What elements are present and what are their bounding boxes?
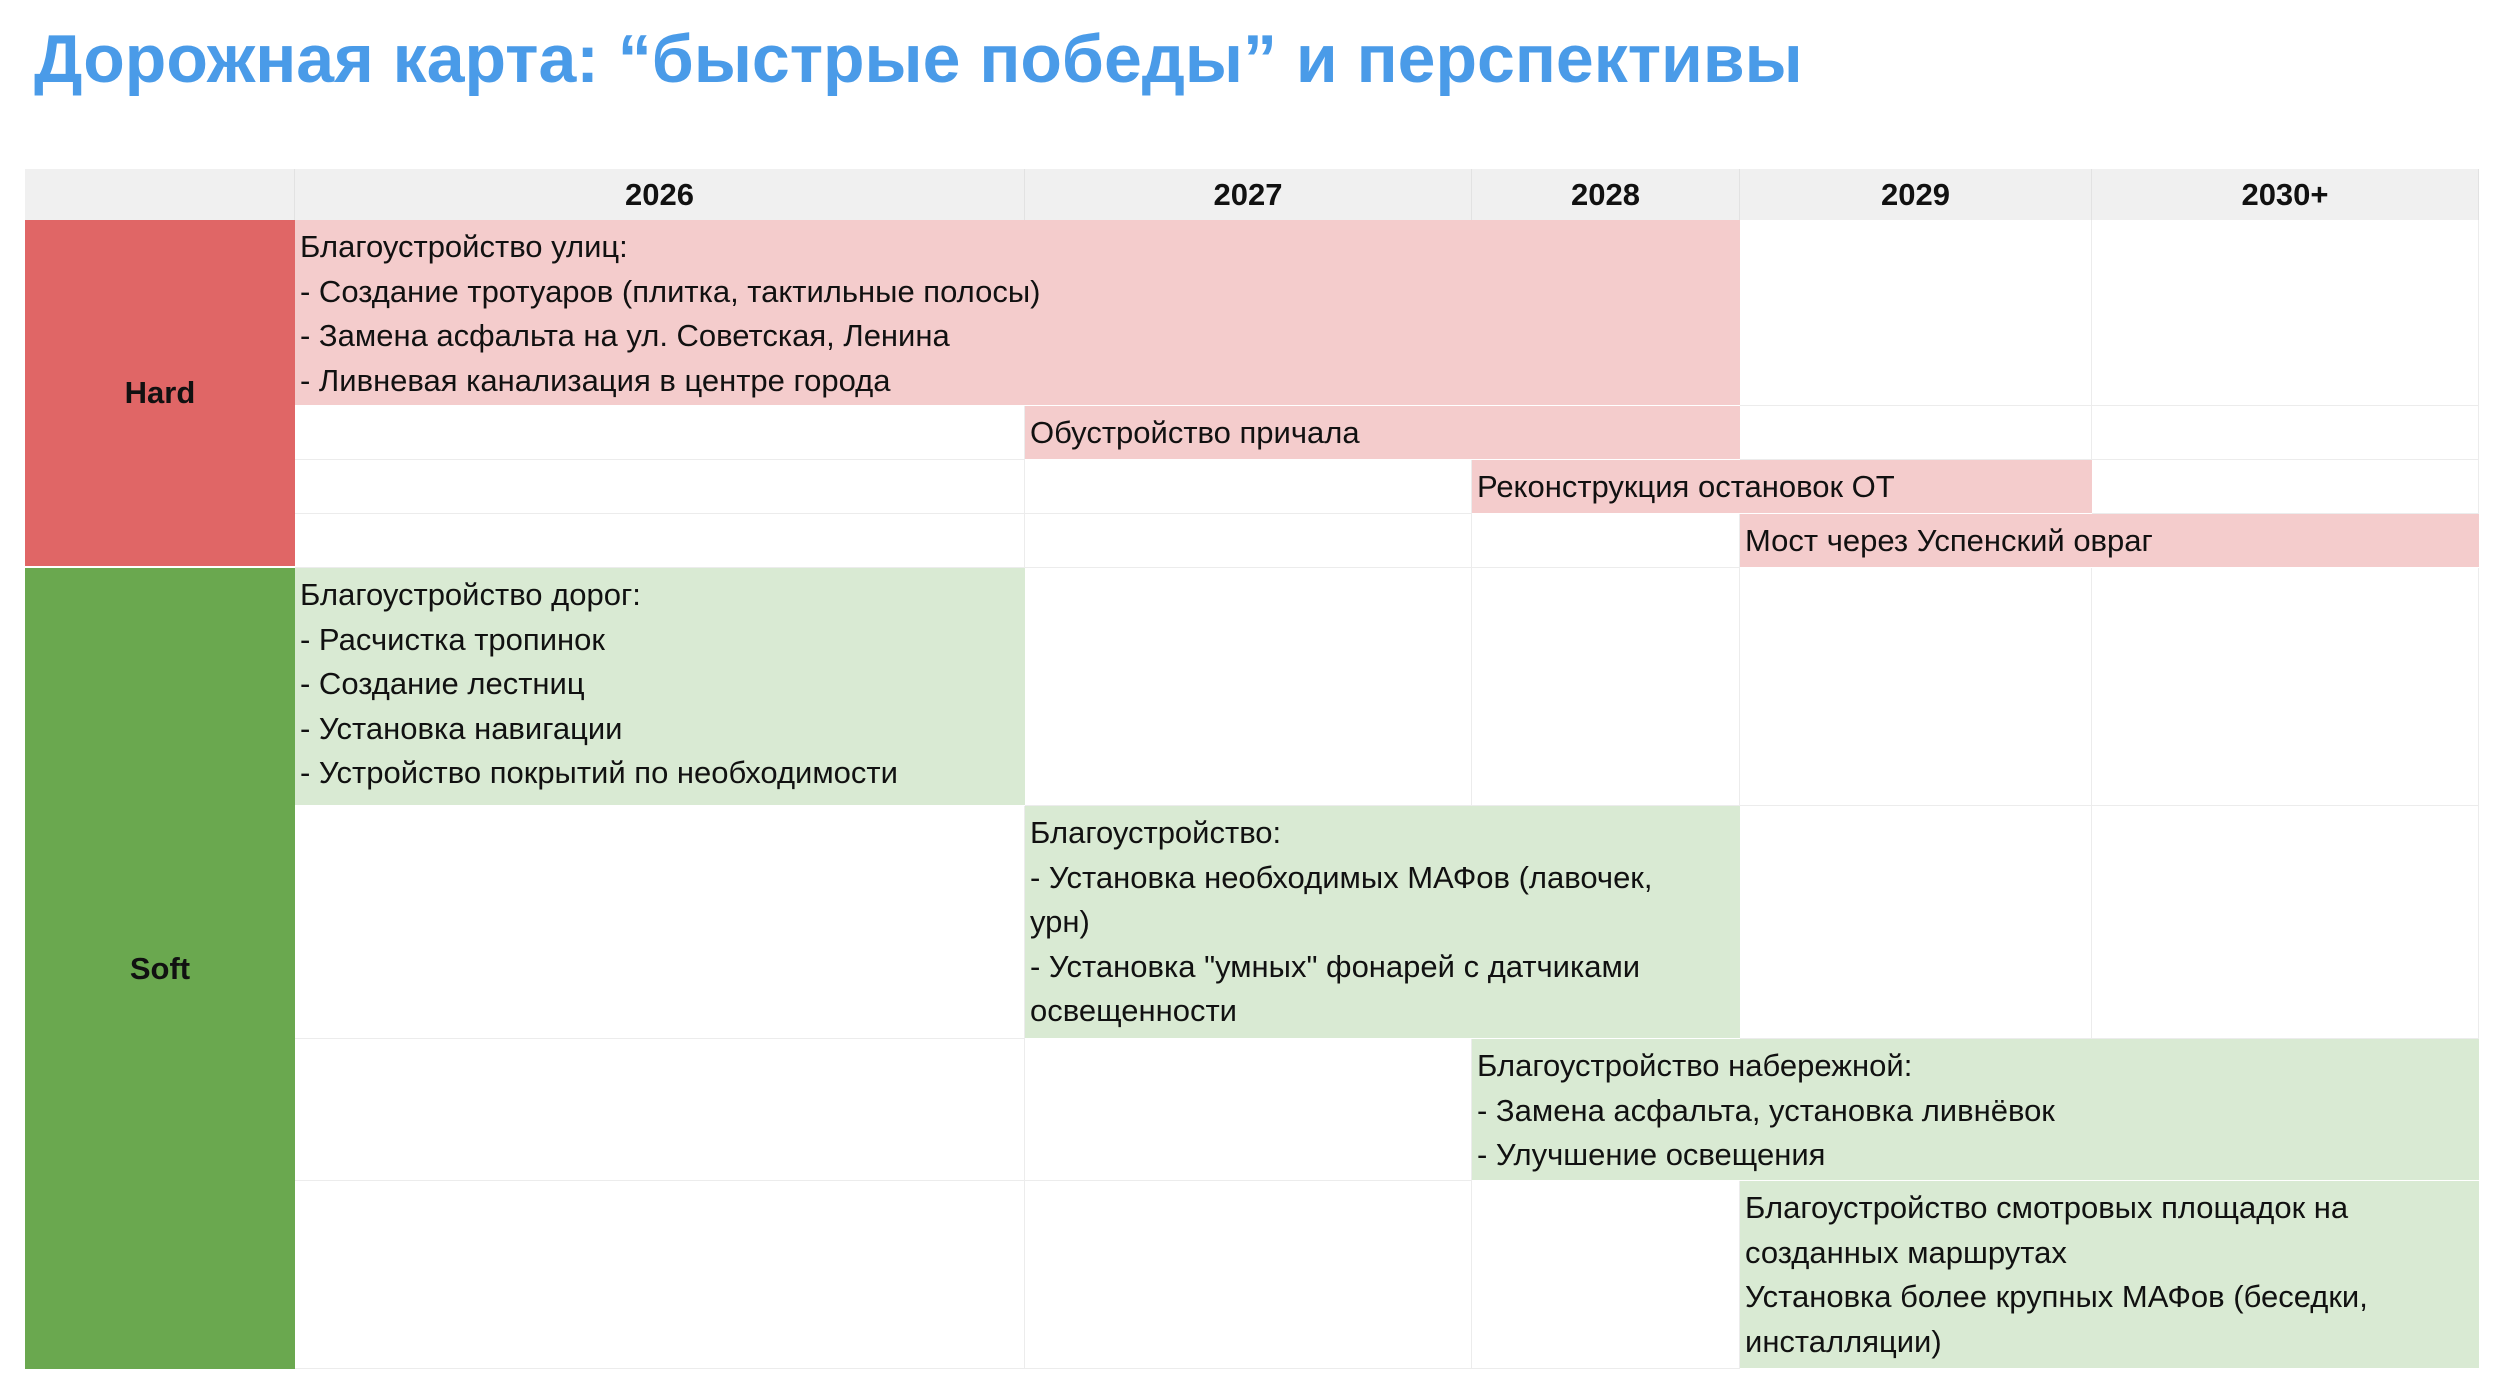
column-header-2026: 2026 — [295, 169, 1025, 220]
column-header-2030-plus: 2030+ — [2092, 169, 2479, 220]
task-line: Мост через Успенский овраг — [1745, 523, 2153, 558]
empty-cell — [1025, 1039, 1472, 1181]
task-line: - Создание лестниц — [300, 666, 585, 701]
roadmap-table — [25, 169, 2479, 1371]
task-line: Благоустройство набережной: — [1477, 1048, 1913, 1083]
page-title: Дорожная карта: “быстрые победы” и перспективы — [34, 21, 1803, 97]
empty-cell — [2092, 220, 2479, 406]
empty-cell — [1025, 514, 1472, 568]
task-line: - Улучшение освещения — [1477, 1137, 1826, 1172]
task-viewpoints — [1740, 1181, 2479, 1369]
empty-cell — [295, 1181, 1025, 1369]
category-soft: Soft — [25, 568, 295, 1369]
task-line: Установка более крупных МАФов (беседки, инсталляции) — [1745, 1279, 2368, 1359]
column-header-2027: 2027 — [1025, 169, 1472, 220]
task-street-improvement — [295, 220, 1740, 406]
empty-cell — [2092, 460, 2479, 514]
task-line: - Замена асфальта, установка ливнёвок — [1477, 1092, 2055, 1128]
task-line: - Установка навигации — [300, 710, 623, 746]
header-corner — [25, 169, 295, 220]
task-line: - Замена асфальта на ул. Советская, Ленина — [300, 318, 950, 353]
task-line: - Установка "умных" фонарей с датчиками освещенности — [1030, 948, 1641, 1028]
task-line: - Устройство покрытий по необходимости — [300, 755, 898, 790]
task-line: - Ливневая канализация в центре города — [300, 362, 891, 398]
empty-cell — [1025, 460, 1472, 514]
task-line: Благоустройство улиц: — [300, 229, 628, 264]
task-improvement — [1025, 806, 1740, 1039]
task-bridge — [1740, 514, 2479, 568]
empty-cell — [295, 460, 1025, 514]
task-line: - Установка необходимых МАФов (лавочек, урн) — [1030, 859, 1653, 939]
task-line: - Создание тротуаров (плитка, тактильные полосы) — [300, 273, 1041, 309]
empty-cell — [1740, 568, 2092, 806]
empty-cell — [1472, 514, 1740, 568]
task-bus-stops — [1472, 460, 2092, 514]
task-line: Благоустройство дорог: — [300, 577, 641, 612]
task-line: Обустройство причала — [1030, 415, 1360, 450]
task-road-improvement — [295, 568, 1025, 806]
empty-cell — [295, 514, 1025, 568]
task-embankment — [1472, 1039, 2479, 1181]
empty-cell — [1472, 568, 1740, 806]
empty-cell — [295, 1039, 1025, 1181]
empty-cell — [2092, 406, 2479, 460]
task-line: Благоустройство: — [1030, 815, 1282, 850]
column-header-2029: 2029 — [1740, 169, 2092, 220]
empty-cell — [1740, 406, 2092, 460]
column-header-2028: 2028 — [1472, 169, 1740, 220]
empty-cell — [1025, 1181, 1472, 1369]
category-hard: Hard — [25, 220, 295, 568]
empty-cell — [1472, 1181, 1740, 1369]
task-line: Благоустройство смотровых площадок на созданных маршрутах — [1745, 1190, 2349, 1270]
empty-cell — [2092, 568, 2479, 806]
empty-cell — [295, 806, 1025, 1039]
empty-cell — [1025, 568, 1472, 806]
task-line: Реконструкция остановок ОТ — [1477, 469, 1895, 504]
task-pier — [1025, 406, 1740, 460]
empty-cell — [1740, 806, 2092, 1039]
empty-cell — [1740, 220, 2092, 406]
task-line: - Расчистка тропинок — [300, 621, 605, 657]
empty-cell — [2092, 806, 2479, 1039]
empty-cell — [295, 406, 1025, 460]
